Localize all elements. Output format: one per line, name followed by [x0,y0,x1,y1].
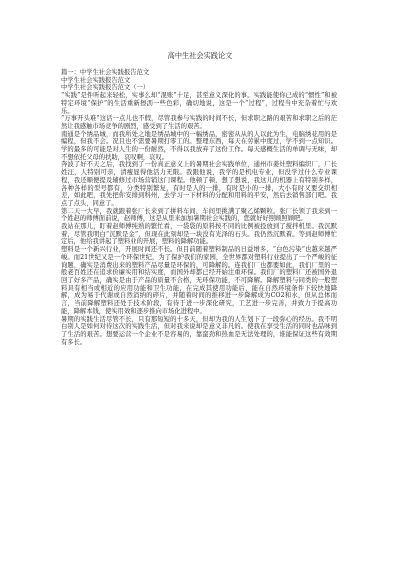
body-paragraph: 第二天一大早，我就跟着张厂长来到了拼料车间，车间里挑满了聚乙烯颗粒。张厂长领了我来到一个姓赵的师傅面前说，赵师傅，这是从里来加加暑期社会实践的，您就好好照顾照顾吧。 [61,207,337,223]
body-paragraph: “万事开头难”这话一点儿也不假，尽管我参与实践的时间不长，但求职之路的艰苦和求职之后的茫然让我感触市场竞争的剧烈，感受到了生活的艰苦。 [61,115,337,130]
document-body [61,69,337,346]
section-subheading: 中学生社会实践报告范文（一） [61,84,150,92]
body-paragraph: 暑期的实践生活尽管不长，只有那短短的十多天，但却为我的人生划下了一段弥心的经历。我不明白别人是如何对待这次的实践生活，但对我来说却是意义非凡的。使我在享受生活的同时也品味到了生活的艰苦。想要运营一个企业不是容易的，靠蛮劲和热血是无法处理的，谁能保证这些有效期有多长。 [61,315,337,346]
document-title: 高中生社会实践论文 [167,51,233,60]
body-paragraph: 奔波了好不天之后，我找到了一份真正意义上的暑期社会实践单位，通州市姜灶塑料编织厂，厂长姓汪，人特别可亲，清瘦显得他活力无限。我跟他说，我学的是机电专业，但没学过什么专业课程，我还顺便提及辅修过市场营销这门课程。他顿了顿，想了想说，我这儿的机器上有特别多样，各种各样的型号都有，分类特别繁复，有时是人的一排，有时是小的一排，大小有时又要交织相差，如此吧，我先把你安排到科州，去学习一下材料的分配和用料的平安，然后去销售部门吧。我点了点头，同意了。 [61,161,337,207]
section-subheading: 中学生社会实践报告范文 [61,76,131,84]
body-paragraph: “实践”是件听起来轻松，实事么却“混账”十足，甚至意义深化的事。实践能使你已成的“惯性”和被特定环境“保护”的生活重新擦沥一些色彩，确切地说，这是一个“过程”，过程当中充杂着忙与欢乐。 [61,92,337,115]
body-paragraph: 塑料是一个新兴行业，开展时间还不长。但目前随着塑料制品的日益增多，“白色污染”也越来越严峻。而21世纪又是一个环保世纪，为了保护我们的家园，全世界都对塑料行业提出了一个严峻的征询题，确实是消费出来的塑料产品尽量是环保的，可降解的。连我们厂也都要如此，我们厂里的一般老百姓还在追求价廉实用和结实度，而国外却都已经开始注重环保。我们厂的塑料厂还被国外退回了好多产品，确实是由于产品的质量不合格，无环保功能，不可降解。降解塑料与同类的一般塑料具有相当或相近的应用功能和卫生功能，在完成其使用功能后，能在自然环境条件下较快地降解，成为易于代谢或自然消纳的碎片，并随着时间的推移进一步降解成为CO2和水，但从总体而言，当前降解塑料还处于技术阶段，有待于进一步深化研究，工艺进一步完善，并致力于提高功能，降解本钱，使实用效和逐步推向市场化进程中。 [61,246,337,315]
body-paragraph: 南通是个绣品城，而我所处之地是绣品城中的一幅绣品，密密从从的人以此为生，电脑绣花用的是编程，但我不会。况且也不需要暑期打零工的。整理东西，每天在劳累中度过，学不到一点知识。学的最多的可能是对人生的一份耐然，不得以我放弃了这份工作。每天感概生活的单调与无味，却不想依托父母的扶助，哀叹啊，哀叹。 [61,130,337,161]
body-paragraph: 我站在那儿，盯着赵师傅纯熟的繁忙看，一袋袋的原料按不同的比例被投放到了搅拌机里。我沉默着，尽管我明白“沉默是金”，但现在此刻却是一块没有光泽的石头。我仍然沉默着。等到赵师傅忙定后，他给我讲起了塑料业的开展，塑料的降解功能。 [61,223,337,246]
section-heading: 篇一：中学生社会实践报告范文 [61,69,150,76]
